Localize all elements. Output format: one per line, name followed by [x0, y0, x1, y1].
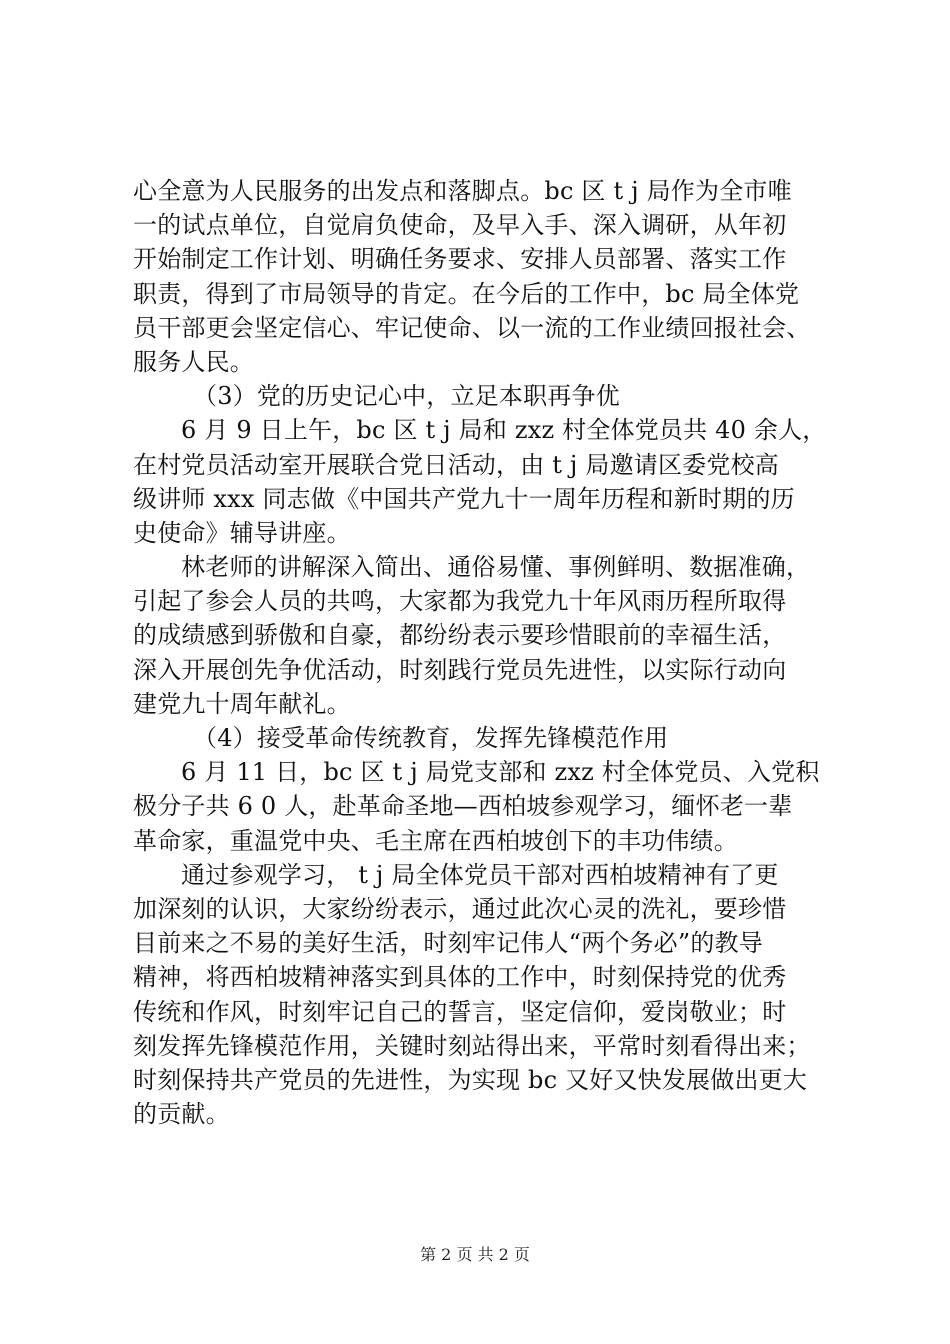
- paragraph-line: 一的试点单位，自觉肩负使命，及早入手、深入调研，从年初: [133, 211, 787, 240]
- section-heading: （4）接受革命传统教育，发挥先锋模范作用: [193, 724, 669, 752]
- paragraph-line: 深入开展创先争优活动，时刻践行党员先进性，以实际行动向: [133, 655, 787, 684]
- paragraph-line: 开始制定工作计划、明确任务要求、安排人员部署、落实工作: [133, 245, 787, 274]
- paragraph-line: 级讲师 xxx 同志做《中国共产党九十一周年历程和新时期的历: [133, 484, 795, 513]
- paragraph-line: 引起了参会人员的共鸣，大家都为我党九十年风雨历程所取得: [133, 587, 787, 616]
- paragraph-line: 革命家，重温党中央、毛主席在西柏坡创下的丰功伟绩。: [133, 826, 738, 855]
- paragraph-line: 心全意为人民服务的出发点和落脚点。bc 区 t j 局作为全市唯: [133, 177, 792, 205]
- paragraph-line: 时刻保持共产党员的先进性，为实现 bc 又好又快发展做出更大: [133, 1065, 808, 1094]
- paragraph-line: 加深刻的认识，大家纷纷表示，通过此次心灵的洗礼，要珍惜: [133, 894, 787, 923]
- body-text: [133, 174, 833, 1131]
- paragraph-line: 在村党员活动室开展联合党日活动，由 t j 局邀请区委党校高: [133, 450, 779, 479]
- paragraph-line: 通过参观学习， t j 局全体党员干部对西柏坡精神有了更: [181, 860, 779, 889]
- paragraph-line: 员干部更会坚定信心、牢记使命、以一流的工作业绩回报社会、: [133, 313, 811, 342]
- paragraph-line: 的贡献。: [133, 1100, 230, 1129]
- paragraph-line: 目前来之不易的美好生活，时刻牢记伟人“两个务必”的教导: [133, 929, 763, 958]
- paragraph-line: 史使命》辅导讲座。: [133, 518, 351, 547]
- paragraph-line: 精神，将西柏坡精神落实到具体的工作中，时刻保持党的优秀: [133, 963, 787, 992]
- section-heading: （3）党的历史记心中，立足本职再争优: [193, 382, 620, 411]
- paragraph-line: 职责，得到了市局领导的肯定。在今后的工作中，bc 局全体党: [133, 279, 800, 308]
- page-footer: 第 2 页 共 2 页: [420, 1245, 530, 1264]
- paragraph-line: 的成绩感到骄傲和自豪，都纷纷表示要珍惜眼前的幸福生活，: [133, 621, 787, 650]
- paragraph-line: 传统和作风，时刻牢记自己的誓言，坚定信仰，爱岗敬业；时: [133, 997, 787, 1026]
- paragraph-line: 林老师的讲解深入简出、通俗易懂、事例鲜明、数据准确，: [181, 553, 811, 582]
- paragraph-line: 刻发挥先锋模范作用，关键时刻站得出来，平常时刻看得出来；: [133, 1031, 811, 1060]
- paragraph-line: 6 月 9 日上午，bc 区 t j 局和 zxz 村全体党员共 40 余人，: [181, 416, 827, 445]
- paragraph-line: 极分子共 6 0 人，赴革命圣地—西柏坡参观学习，缅怀老一辈: [133, 792, 793, 821]
- paragraph-line: 服务人民。: [133, 347, 254, 376]
- paragraph-line: 建党九十周年献礼。: [133, 689, 351, 718]
- paragraph-line: 6 月 11 日，bc 区 t j 局党支部和 zxz 村全体党员、入党积: [181, 758, 820, 787]
